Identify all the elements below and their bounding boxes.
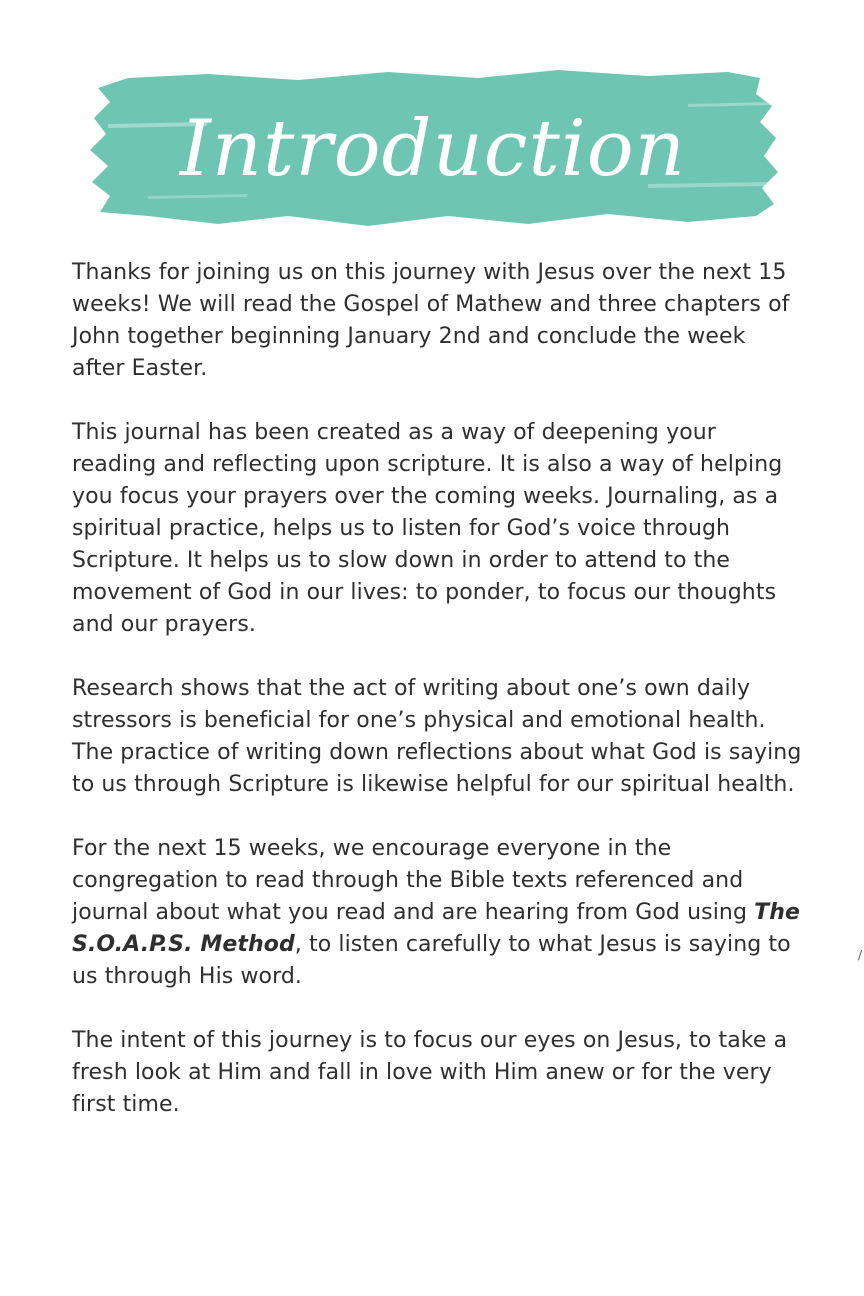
soaps-text-before: For the next 15 weeks, we encourage everyone in the congregation to read through the Bible texts referenced and journal about what you read and are hearing from God using [72, 836, 755, 925]
soaps-text-after: , to listen carefully to what Jesus is saying to us through His word. [72, 932, 791, 989]
soaps-method-name: The S.O.A.P.S. Method [72, 900, 801, 957]
introduction-body [72, 257, 802, 1153]
paragraph-research: Research shows that the act of writing about one’s own daily stressors is beneficial for one’s physical and emotional health. The practice of writing down reflections about what God is saying to us through Scripture is likewise helpful for our spiritual health. [72, 676, 802, 797]
page-title: Introduction [180, 104, 686, 194]
paragraph-journey: Thanks for joining us on this journey with Jesus over the next 15 weeks! We will read the Gospel of Mathew and three chapters of John together beginning January 2nd and conclude the week after Easter. [72, 260, 790, 381]
paragraph-intent: The intent of this journey is to focus our eyes on Jesus, to take a fresh look at Him and fall in love with Him anew or for the very first time. [72, 1028, 788, 1117]
paragraph-journal-purpose: This journal has been created as a way of deepening your reading and reflecting upon scripture. It is also a way of helping you focus your prayers over the coming weeks. Journaling, as a spiritual practice, helps us to listen for God’s voice through Scripture. It helps us to slow down in order to attend to the movement of God in our lives: to ponder, to focus our thoughts and our prayers. [72, 420, 783, 637]
title-banner [88, 64, 778, 234]
edge-mark: / [858, 948, 863, 962]
paragraph-soaps-method [72, 833, 802, 993]
